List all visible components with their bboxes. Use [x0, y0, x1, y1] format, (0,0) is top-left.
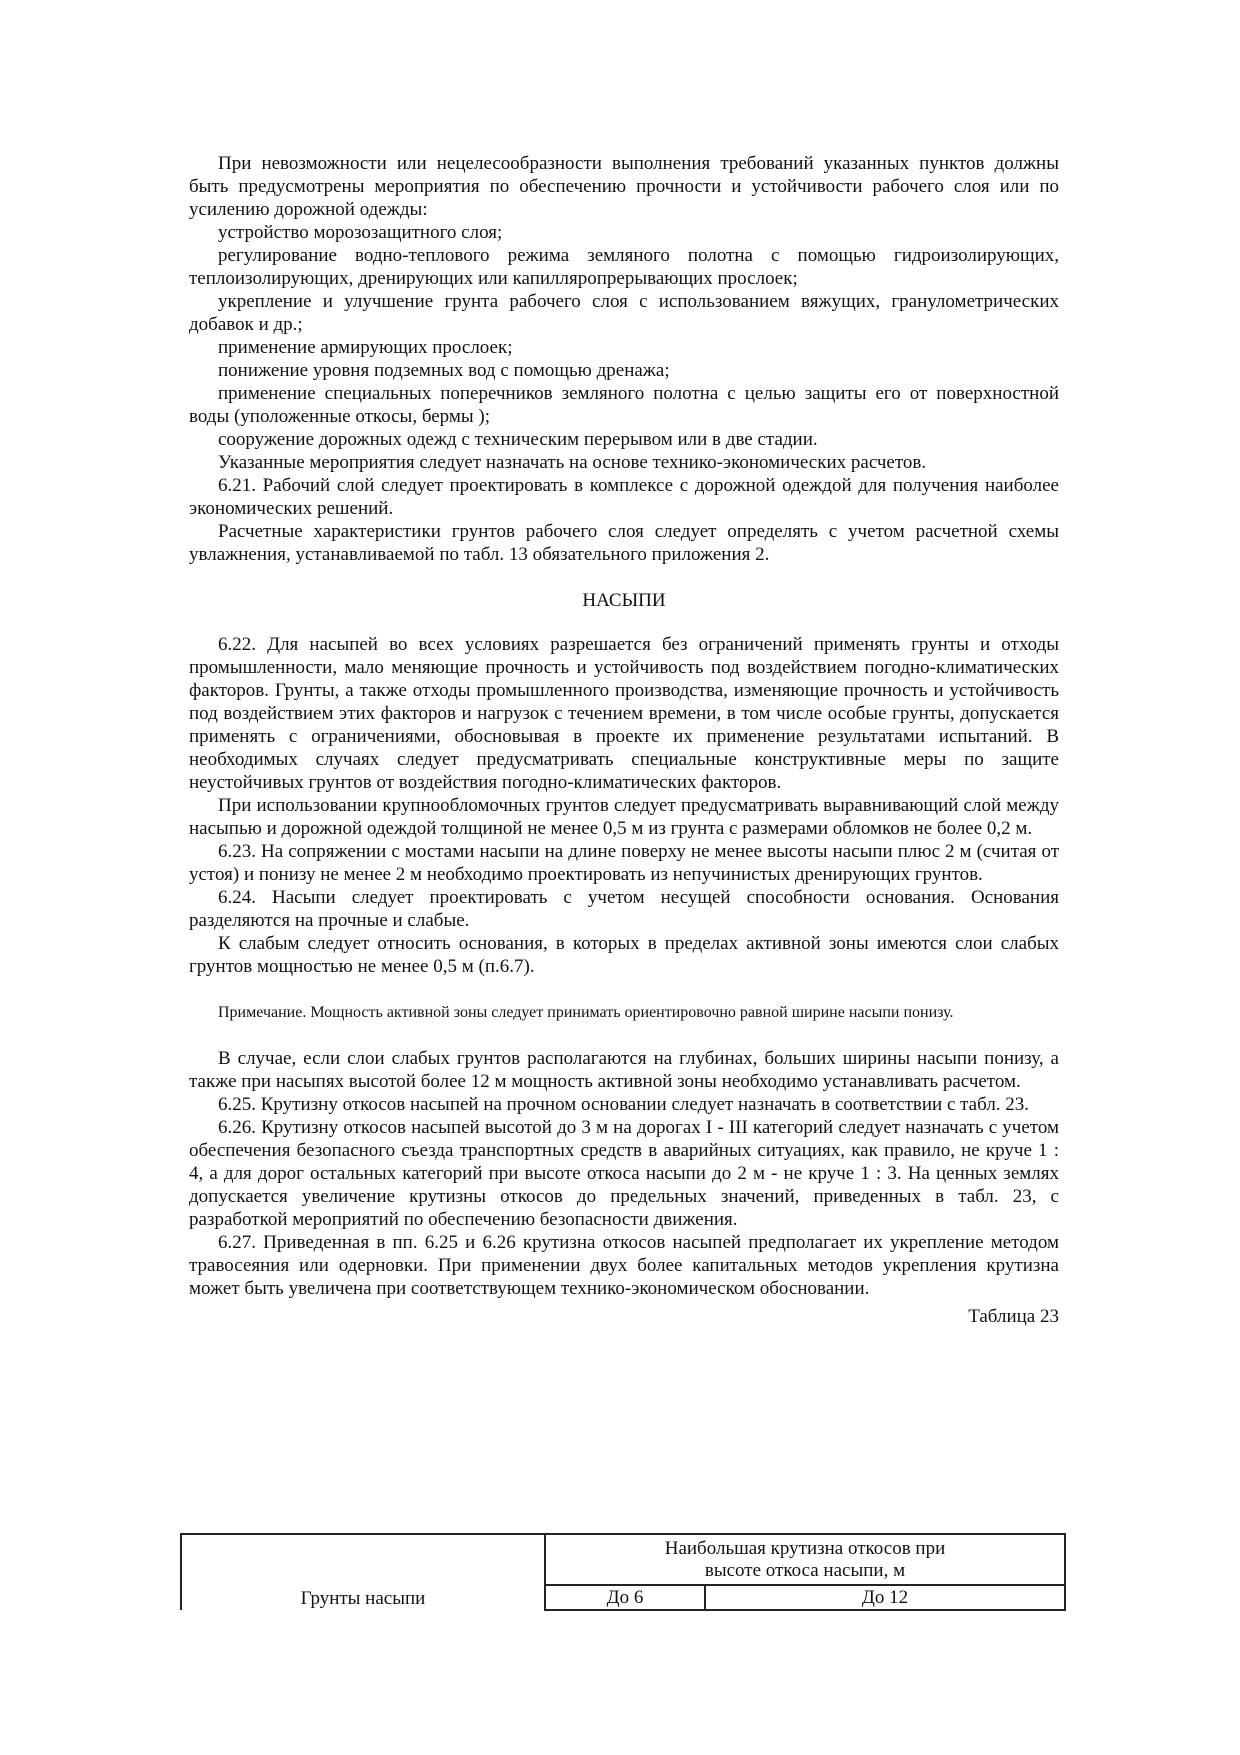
- note: Примечание. Мощность активной зоны следует принимать ориентировочно равной ширине насыпи понизу.: [218, 1004, 954, 1021]
- paragraph: 6.25. Крутизну откосов насыпей на прочном основании следует назначать в соответствии с табл. 23.: [218, 1094, 1030, 1115]
- paragraph: 6.27. Приведенная в пп. 6.25 и 6.26 крутизна откосов насыпей предполагает их укрепление методом травосеяния или одерновки. При применении двух более капитальных методов укрепления крутизна может быть увеличена при соответствующем технико-экономическом обосновании.: [189, 1232, 1059, 1299]
- paragraph: При невозможности или нецелесообразности выполнения требований указанных пунктов должны быть предусмотрены мероприятия по обеспечению прочности и устойчивости рабочего слоя или по усилению дорожной одежды:: [189, 153, 1059, 220]
- paragraph: 6.24. Насыпи следует проектировать с учетом несущей способности основания. Основания разделяются на прочные и слабые.: [189, 887, 1059, 931]
- paragraph: 6.26. Крутизну откосов насыпей высотой до 3 м на дорогах I - III категорий следует назначать с учетом обеспечения безопасного съезда транспортных средств в аварийных ситуациях, как правило, не круче 1 : 4, а для дорог остальных категорий при высоте откоса насыпи до 2 м - не круче 1 : 3. На ценных землях допускается увеличение крутизны откосов до предельных значений, приведенных в табл. 23, с разработкой мероприятий по обеспечению безопасности движения.: [189, 1117, 1059, 1230]
- table-caption: Таблица 23: [968, 1306, 1059, 1327]
- paragraph: Указанные мероприятия следует назначать на основе технико-экономических расчетов.: [218, 452, 927, 473]
- paragraph: Расчетные характеристики грунтов рабочего слоя следует определять с учетом расчетной схемы увлажнения, устанавливаемой по табл. 13 обязательного приложения 2.: [189, 521, 1059, 565]
- document-body: [189, 152, 1059, 1328]
- table-23: [180, 1533, 1066, 1611]
- paragraph: В случае, если слои слабых грунтов располагаются на глубинах, больших ширины насыпи понизу, а также при насыпях высотой более 12 м мощность активной зоны необходимо устанавливать расчетом.: [189, 1048, 1059, 1092]
- paragraph: регулирование водно-теплового режима земляного полотна с помощью гидроизолирующих, теплоизолирующих, дренирующих или капилляропрерывающих прослоек;: [189, 245, 1059, 289]
- header-upto-6: До 6: [545, 1585, 705, 1610]
- paragraph: укрепление и улучшение грунта рабочего слоя с использованием вяжущих, гранулометрических добавок и др.;: [189, 291, 1059, 335]
- slope-table: [180, 1533, 1066, 1611]
- section-heading: НАСЫПИ: [582, 590, 666, 611]
- header-upto-12: До 12: [705, 1585, 1065, 1610]
- paragraph: 6.22. Для насыпей во всех условиях разрешается без ограничений применять грунты и отходы промышленности, мало меняющие прочность и устойчивость под воздействием погодно-климатических факторов. Грунты, а также отходы промышленного производства, изменяющие прочность и устойчивость под воздействием этих факторов и нагрузок с течением времени, в том числе особые грунты, допускается применять с ограничениями, обосновывая в проекте их применение результатами испытаний. В необходимых случаях следует предусматривать специальные конструктивные меры по защите неустойчивых грунтов от воздействия погодно-климатических факторов.: [189, 634, 1059, 793]
- paragraph: устройство морозозащитного слоя;: [218, 222, 503, 243]
- paragraph: понижение уровня подземных вод с помощью дренажа;: [218, 360, 670, 381]
- header-soil: Грунты насыпи: [181, 1534, 545, 1610]
- header-line: Наибольшая крутизна откосов при: [664, 1537, 946, 1559]
- paragraph: применение армирующих прослоек;: [218, 337, 513, 358]
- paragraph: сооружение дорожных одежд с техническим перерывом или в две стадии.: [218, 429, 818, 450]
- paragraph: К слабым следует относить основания, в которых в пределах активной зоны имеются слои слабых грунтов мощностью не менее 0,5 м (п.6.7).: [189, 933, 1059, 977]
- header-max-slope: [545, 1534, 1065, 1585]
- paragraph: 6.23. На сопряжении с мостами насыпи на длине поверху не менее высоты насыпи плюс 2 м (считая от устоя) и понизу не менее 2 м необходимо проектировать из непучинистых дренирующих грунтов.: [189, 841, 1059, 885]
- paragraph: применение специальных поперечников земляного полотна с целью защиты его от поверхностной воды (уположенные откосы, бермы );: [189, 383, 1059, 427]
- paragraph: При использовании крупнообломочных грунтов следует предусматривать выравнивающий слой между насыпью и дорожной одеждой толщиной не менее 0,5 м из грунта с размерами обломков не более 0,2 м.: [189, 795, 1059, 839]
- paragraph: 6.21. Рабочий слой следует проектировать в комплексе с дорожной одеждой для получения наиболее экономических решений.: [189, 475, 1059, 519]
- header-line: высоте откоса насыпи, м: [704, 1559, 906, 1581]
